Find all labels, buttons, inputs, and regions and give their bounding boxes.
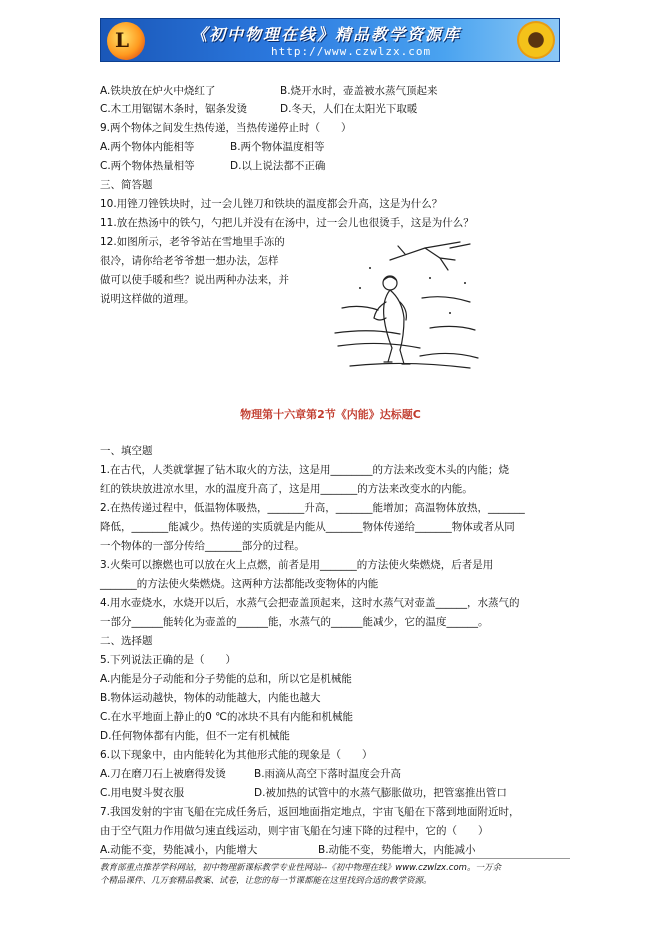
option-a: A.内能是分子动能和分子势能的总和，所以它是机械能 <box>100 673 352 685</box>
logo-icon: L <box>107 22 145 60</box>
option-d: D.被加热的试管中的水蒸气膨胀做功，把管塞推出管口 <box>254 787 507 799</box>
question-2-line-2: 降低，_______能减少。热传递的实质就是内能从_______物体传递给_______物体或者从同 <box>100 521 515 533</box>
footer-line-2: 个精品课件、几万套精品教案、试卷，让您的每一节课都能在这里找到合适的教学资源。 <box>100 876 432 886</box>
footer-line-1: 教育部重点推荐学科网站，初中物理新课标教学专业性网站--《初中物理在线》www.czwlzx.com。一万余 <box>100 863 501 873</box>
section-heading: 物理第十六章第2节《内能》达标题C <box>240 408 421 421</box>
option-b: B.物体运动越快，物体的动能越大，内能也越大 <box>100 692 321 704</box>
option-d: D.冬天，人们在太阳光下取暖 <box>280 103 418 115</box>
sunflower-icon <box>517 21 555 59</box>
question-2-line-3: 一个物体的一部分传给_______部分的过程。 <box>100 540 305 552</box>
question-7: 7.我国发射的宇宙飞船在完成任务后，返回地面指定地点，宇宙飞船在下落到地面附近时， <box>100 806 520 818</box>
site-url[interactable]: http://www.czwlzx.com <box>271 45 432 58</box>
header-banner <box>100 18 560 62</box>
option-a: A.两个物体内能相等 <box>100 141 195 153</box>
option-a: A.铁块放在炉火中烧红了 <box>100 85 216 97</box>
option-b: B.动能不变，势能增大，内能减小 <box>318 844 476 856</box>
question-7-line-2: 由于空气阻力作用做匀速直线运动，则宇宙飞船在匀速下降的过程中，它的（ ） <box>100 825 489 837</box>
footer <box>100 858 570 888</box>
option-d: D.以上说法都不正确 <box>230 160 326 172</box>
question-3-line-2: _______的方法使火柴燃烧。这两种方法都能改变物体的内能 <box>100 578 379 590</box>
question-1: 1.在古代，人类就掌握了钻木取火的方法，这是用________的方法来改变木头的内能；烧 <box>100 464 510 476</box>
question-5: 5.下列说法正确的是（ ） <box>100 654 237 666</box>
question-6: 6.以下现象中，由内能转化为其他形式能的现象是（ ） <box>100 749 373 761</box>
question-12-line-4: 说明这样做的道理。 <box>100 293 195 305</box>
question-2: 2.在热传递过程中，低温物体吸热，_______升高，_______能增加；高温物体放热，_______ <box>100 502 525 514</box>
section-title: 一、填空题 <box>100 445 153 457</box>
option-a: A.刀在磨刀石上被磨得发烫 <box>100 768 226 780</box>
question-12-line-3: 做可以使手暖和些？说出两种办法来，并 <box>100 274 289 286</box>
old-man-in-snow-illustration <box>330 238 480 373</box>
option-d: D.任何物体都有内能，但不一定有机械能 <box>100 730 290 742</box>
site-title: 《初中物理在线》精品教学资源库 <box>191 25 462 44</box>
question-9: 9.两个物体之间发生热传递，当热传递停止时（ ） <box>100 122 352 134</box>
question-12-line-2: 很冷，请你给老爷爷想一想办法，怎样 <box>100 255 279 267</box>
question-4: 4.用水壶烧水，水烧开以后，水蒸气会把壶盖顶起来，这时水蒸气对壶盖______，水蒸气的 <box>100 597 520 609</box>
question-1-line-2: 红的铁块放进凉水里，水的温度升高了，这是用_______的方法来改变水的内能。 <box>100 483 473 495</box>
option-c: C.在水平地面上静止的0 ℃的冰块不具有内能和机械能 <box>100 711 353 723</box>
section-title: 二、选择题 <box>100 635 153 647</box>
question-10: 10.用锉刀锉铁块时，过一会儿锉刀和铁块的温度都会升高，这是为什么？ <box>100 198 443 210</box>
option-b: B.烧开水时，壶盖被水蒸气顶起来 <box>280 85 438 97</box>
option-c: C.用电熨斗熨衣服 <box>100 787 185 799</box>
option-b: B.雨滴从高空下落时温度会升高 <box>254 768 402 780</box>
option-a: A.动能不变，势能减小，内能增大 <box>100 844 258 856</box>
option-b: B.两个物体温度相等 <box>230 141 325 153</box>
question-11: 11.放在热汤中的铁勺，勺把儿并没有在汤中，过一会儿也很烫手，这是为什么？ <box>100 217 474 229</box>
question-12: 12.如图所示，老爷爷站在雪地里手冻的 <box>100 236 285 248</box>
question-4-line-2: 一部分______能转化为壶盖的______能，水蒸气的______能减少，它的温度______。 <box>100 616 489 628</box>
option-c: C.两个物体热量相等 <box>100 160 195 172</box>
section-title: 三、简答题 <box>100 179 153 191</box>
option-c: C.木工用锯锯木条时，锯条发烫 <box>100 103 248 115</box>
question-3: 3.火柴可以擦燃也可以放在火上点燃，前者是用_______的方法使火柴燃烧，后者是用 <box>100 559 494 571</box>
